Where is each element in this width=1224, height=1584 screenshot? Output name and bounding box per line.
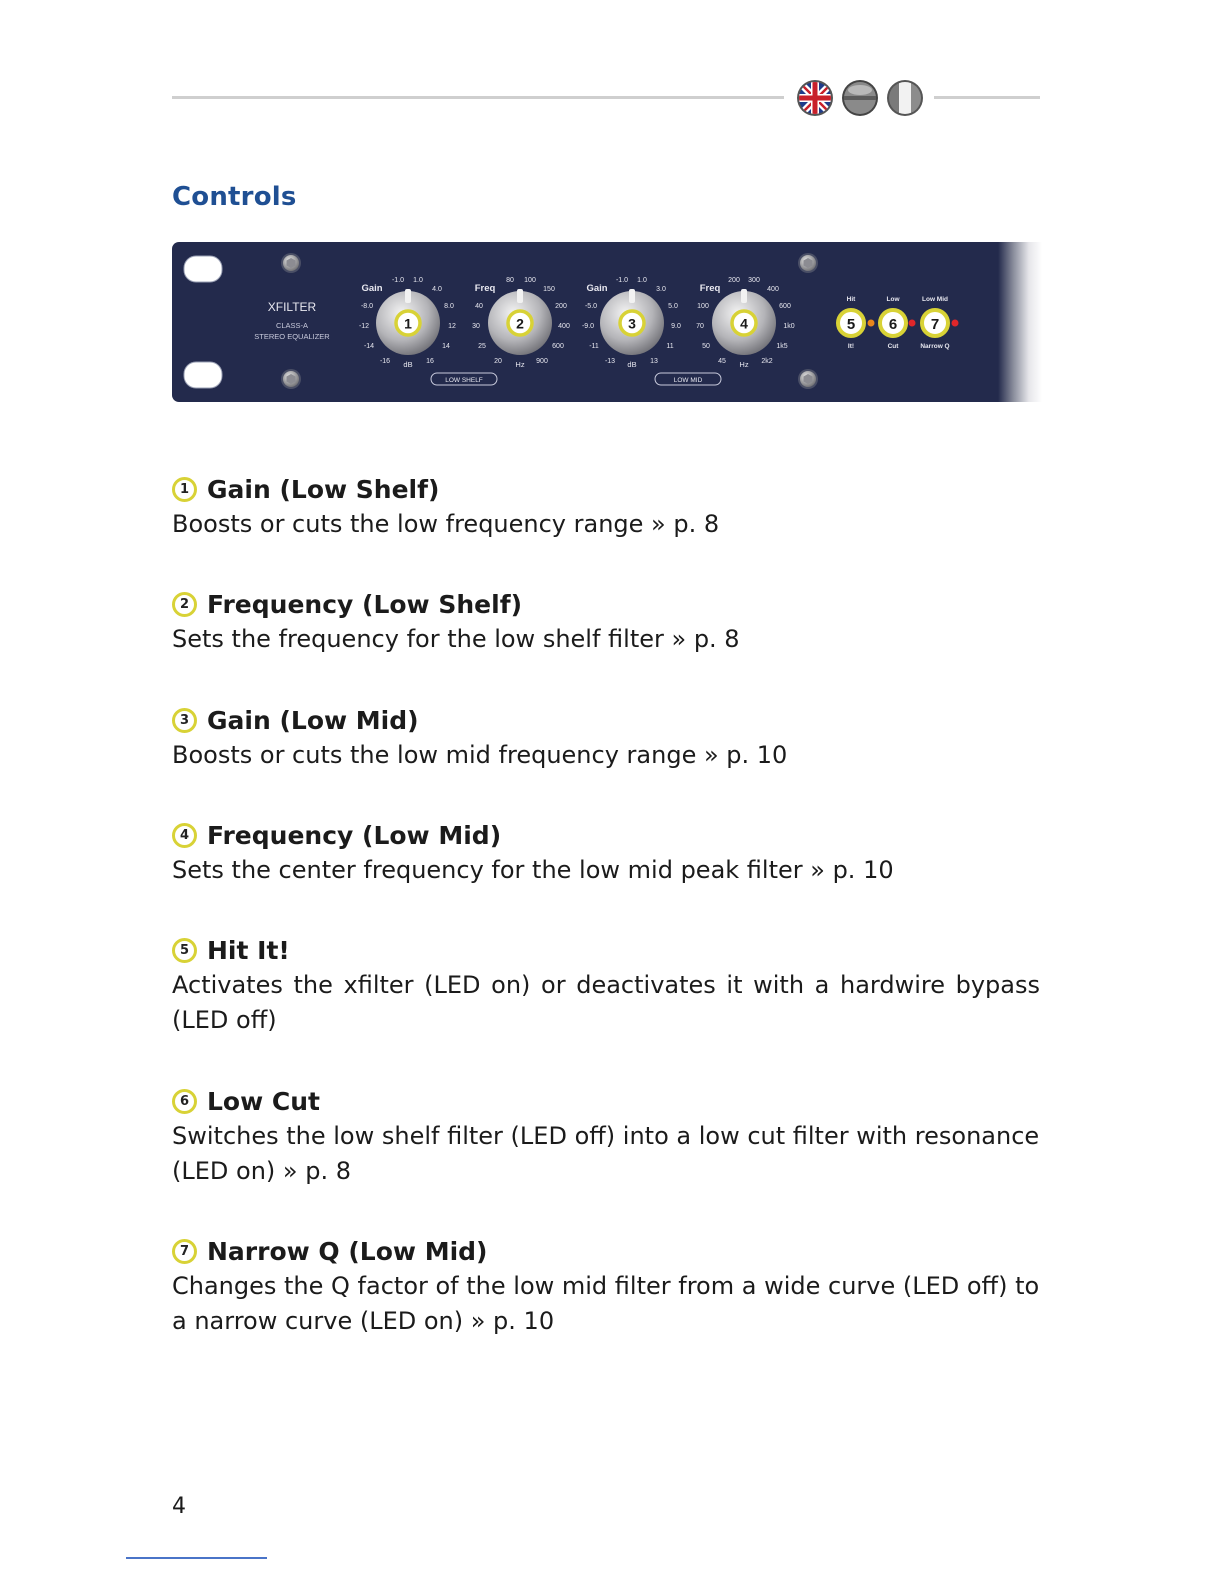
svg-text:-13: -13 (604, 358, 616, 365)
svg-text:600: 600 (779, 303, 791, 310)
svg-text:3: 3 (628, 315, 636, 332)
svg-text:-14: -14 (363, 343, 375, 350)
svg-text:70: 70 (696, 323, 704, 330)
number-badge: 3 (172, 708, 197, 733)
control-item-2 (172, 587, 1040, 657)
screw-bottom-right (798, 369, 818, 389)
page-title: Controls (172, 182, 297, 212)
knob1-name: Gain (361, 283, 383, 294)
svg-text:100: 100 (697, 303, 709, 310)
svg-text:Hit: Hit (846, 296, 856, 303)
svg-text:Hz: Hz (739, 360, 749, 369)
svg-text:dB: dB (627, 360, 637, 369)
control-item-1 (172, 472, 1040, 542)
svg-text:1k5: 1k5 (776, 343, 788, 350)
svg-text:12: 12 (448, 323, 456, 330)
svg-text:9.0: 9.0 (671, 323, 681, 330)
svg-text:-8.0: -8.0 (360, 303, 374, 310)
number-badge: 1 (172, 477, 197, 502)
control-title: Low Cut (207, 1086, 321, 1116)
svg-text:20: 20 (494, 358, 502, 365)
svg-text:400: 400 (558, 323, 570, 330)
header-rule-left (172, 96, 784, 99)
led-hit-it (868, 320, 875, 327)
svg-text:1: 1 (404, 315, 412, 332)
control-title: Gain (Low Shelf) (207, 474, 440, 504)
svg-text:300: 300 (748, 277, 760, 284)
svg-text:100: 100 (524, 277, 536, 284)
svg-text:16: 16 (426, 358, 434, 365)
number-badge: 2 (172, 592, 197, 617)
number-badge: 6 (172, 1089, 197, 1114)
control-description: Sets the center frequency for the low mid peak filter » p. 10 (172, 856, 894, 884)
page-number: 4 (172, 1494, 186, 1519)
footer-rule (126, 1557, 267, 1559)
led-low-cut (909, 320, 916, 327)
svg-text:Gain: Gain (586, 283, 608, 294)
svg-text:80: 80 (506, 277, 514, 284)
control-item-4 (172, 818, 1040, 888)
svg-text:1.0: 1.0 (413, 277, 423, 284)
svg-text:Hz: Hz (515, 360, 525, 369)
svg-text:Freq: Freq (699, 283, 721, 294)
control-title: Narrow Q (Low Mid) (207, 1236, 488, 1266)
svg-text:50: 50 (702, 343, 710, 350)
brand-subtitle-1: CLASS-A (275, 321, 309, 330)
svg-text:2k2: 2k2 (761, 358, 773, 365)
svg-text:Freq: Freq (474, 283, 496, 294)
control-item-3 (172, 703, 1040, 773)
svg-text:-11: -11 (589, 343, 599, 350)
control-item-5 (172, 933, 1040, 1038)
svg-text:13: 13 (650, 358, 658, 365)
screw-top-left (281, 253, 301, 273)
control-description: Activates the xfilter (LED on) or deactivates it with a hardwire bypass (LED off) (172, 971, 1040, 1034)
svg-text:-9.0: -9.0 (581, 323, 595, 330)
brand-label: XFILTER (267, 300, 317, 314)
svg-text:150: 150 (543, 286, 555, 293)
number-badge: 4 (172, 823, 197, 848)
svg-text:-1.0: -1.0 (615, 277, 629, 284)
control-description: Boosts or cuts the low mid frequency range » p. 10 (172, 741, 788, 769)
svg-text:14: 14 (442, 343, 450, 350)
brand-subtitle-2: STEREO EQUALIZER (254, 332, 330, 341)
screw-top-right (798, 253, 818, 273)
low-shelf-label: LOW SHELF (445, 377, 483, 384)
de-flag-icon[interactable] (842, 80, 878, 116)
svg-text:5.0: 5.0 (668, 303, 678, 310)
svg-text:6: 6 (888, 316, 898, 333)
svg-text:11: 11 (666, 343, 674, 350)
svg-text:Narrow Q: Narrow Q (920, 343, 950, 350)
svg-text:-1.0: -1.0 (391, 277, 405, 284)
svg-text:900: 900 (536, 358, 548, 365)
control-description: Changes the Q factor of the low mid filter from a wide curve (LED off) to a narrow curve (LED on) » p. 10 (172, 1272, 1040, 1335)
control-description: Sets the frequency for the low shelf filter » p. 8 (172, 625, 740, 653)
svg-text:dB: dB (403, 360, 413, 369)
svg-text:4: 4 (740, 315, 748, 332)
language-flags (796, 79, 924, 117)
svg-text:8.0: 8.0 (444, 303, 454, 310)
svg-text:Cut: Cut (887, 343, 899, 350)
control-description: Switches the low shelf filter (LED off) into a low cut filter with resonance (LED on) » p. 8 (172, 1122, 1040, 1185)
fr-flag-icon[interactable] (887, 79, 923, 117)
led-narrow-q (952, 320, 959, 327)
svg-text:600: 600 (552, 343, 564, 350)
control-item-7 (172, 1234, 1040, 1339)
svg-text:-16: -16 (379, 358, 391, 365)
svg-text:Low Mid: Low Mid (922, 296, 948, 303)
svg-text:3.0: 3.0 (656, 286, 666, 293)
control-title: Frequency (Low Mid) (207, 820, 502, 850)
svg-text:200: 200 (555, 303, 567, 310)
svg-text:400: 400 (767, 286, 779, 293)
svg-text:7: 7 (930, 316, 940, 333)
svg-text:-12: -12 (358, 323, 370, 330)
control-title: Gain (Low Mid) (207, 705, 419, 735)
svg-text:4.0: 4.0 (432, 286, 442, 293)
uk-flag-icon[interactable] (796, 79, 836, 117)
svg-text:25: 25 (478, 343, 486, 350)
svg-text:Low: Low (886, 296, 900, 303)
number-badge: 7 (172, 1239, 197, 1264)
low-mid-label: LOW MID (673, 377, 703, 384)
number-badge: 5 (172, 938, 197, 963)
svg-text:45: 45 (718, 358, 726, 365)
control-title: Hit It! (207, 935, 290, 965)
svg-text:1k0: 1k0 (783, 323, 795, 330)
svg-text:-5.0: -5.0 (584, 303, 598, 310)
screw-bottom-left (281, 369, 301, 389)
svg-text:1.0: 1.0 (637, 277, 647, 284)
svg-text:It!: It! (847, 343, 855, 350)
control-item-6 (172, 1084, 1040, 1189)
svg-text:2: 2 (516, 315, 524, 332)
svg-text:200: 200 (728, 277, 740, 284)
svg-text:30: 30 (472, 323, 480, 330)
control-description: Boosts or cuts the low frequency range » p. 8 (172, 510, 720, 538)
device-front-panel (172, 242, 1042, 402)
header-rule-right (934, 96, 1040, 99)
svg-text:40: 40 (475, 303, 483, 310)
svg-text:5: 5 (846, 316, 856, 333)
control-title: Frequency (Low Shelf) (207, 589, 522, 619)
